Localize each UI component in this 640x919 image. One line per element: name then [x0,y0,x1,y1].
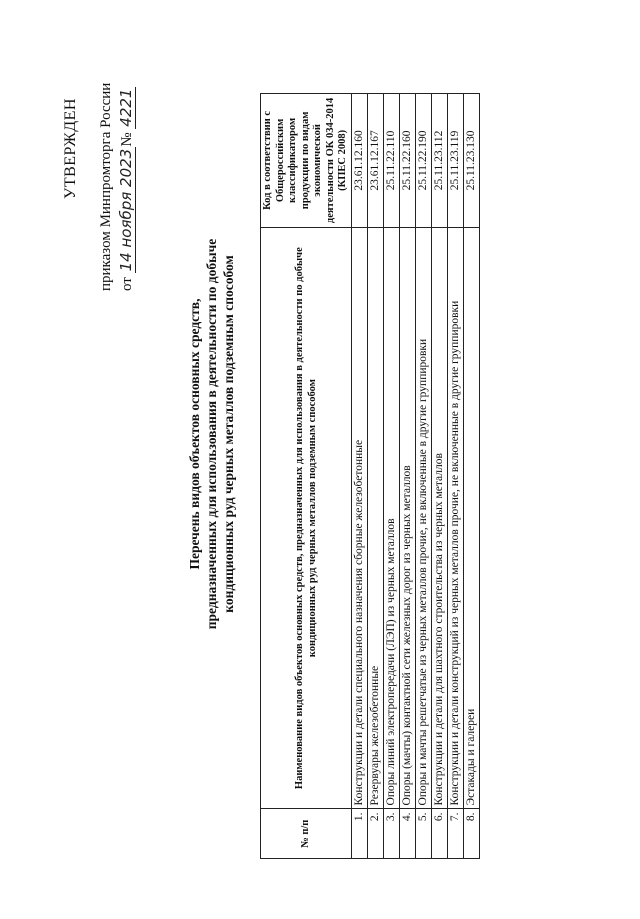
row-number: 5. [415,809,431,859]
row-name: Эстакады и галереи [463,227,479,809]
order-number-prefix: № [119,132,135,147]
header-number: № п/п [261,809,352,859]
row-number: 8. [463,809,479,859]
table-row [351,94,367,859]
table-row [415,94,431,859]
order-reference [117,87,136,291]
table-row [399,94,415,859]
row-name: Конструкции и детали специального назначения сборные железобетонные [351,227,367,809]
header-code: Код в соответствии с Общероссийским классификатором продукции по видам экономической деятельности ОК 034-2014 (КПЕС 2008) [261,94,352,228]
row-number: 7. [447,809,463,859]
row-number: 6. [431,809,447,859]
row-name: Резервуары железобетонные [367,227,383,809]
row-code: 23.61.12.160 [351,94,367,228]
table-row [463,94,479,859]
table-row [367,94,383,859]
table-header-row [261,94,352,859]
row-name: Опоры линий электропередачи (ЛЭП) из черных металлов [383,227,399,809]
approval-stamp: УТВЕРЖДЕН [62,98,79,199]
header-name: Наименование видов объектов основных средств, предназначенных для использования в деятельности по добыче кондиционных руд черных металлов подземным способом [261,227,352,809]
row-number: 2. [367,809,383,859]
row-code: 25.11.22.190 [415,94,431,228]
row-number: 4. [399,809,415,859]
order-issuer: приказом Минпромторга России [98,82,114,291]
order-date: 14 ноября 2023 [117,148,135,272]
title-line-2: предназначенных для использования в деятельности по добыче [204,238,219,630]
title-line-1: Перечень видов объектов основных средств, [187,298,202,570]
row-code: 25.11.23.112 [431,94,447,228]
document-title [186,139,237,729]
table-row [383,94,399,859]
row-number: 3. [383,809,399,859]
row-code: 25.11.22.160 [399,94,415,228]
row-number: 1. [351,809,367,859]
row-code: 25.11.23.130 [463,94,479,228]
order-number: 4221 [117,88,135,127]
row-name: Опоры и мачты решетчатые из черных металлов прочие, не включенные в другие группировки [415,227,431,809]
row-name: Опоры (мачты) контактной сети железных дорог из черных металлов [399,227,415,809]
row-code: 23.61.12.167 [367,94,383,228]
table-row [447,94,463,859]
row-name: Конструкции и детали для шахтного строительства из черных металлов [431,227,447,809]
row-code: 25.11.22.110 [383,94,399,228]
row-name: Конструкции и детали конструкций из черных металлов прочие, не включенные в другие группировки [447,227,463,809]
assets-table [260,93,480,859]
title-line-3: кондиционных руд черных металлов подземным способом [221,255,236,613]
row-code: 25.11.23.119 [447,94,463,228]
order-prefix: от [119,277,135,291]
table-row [431,94,447,859]
